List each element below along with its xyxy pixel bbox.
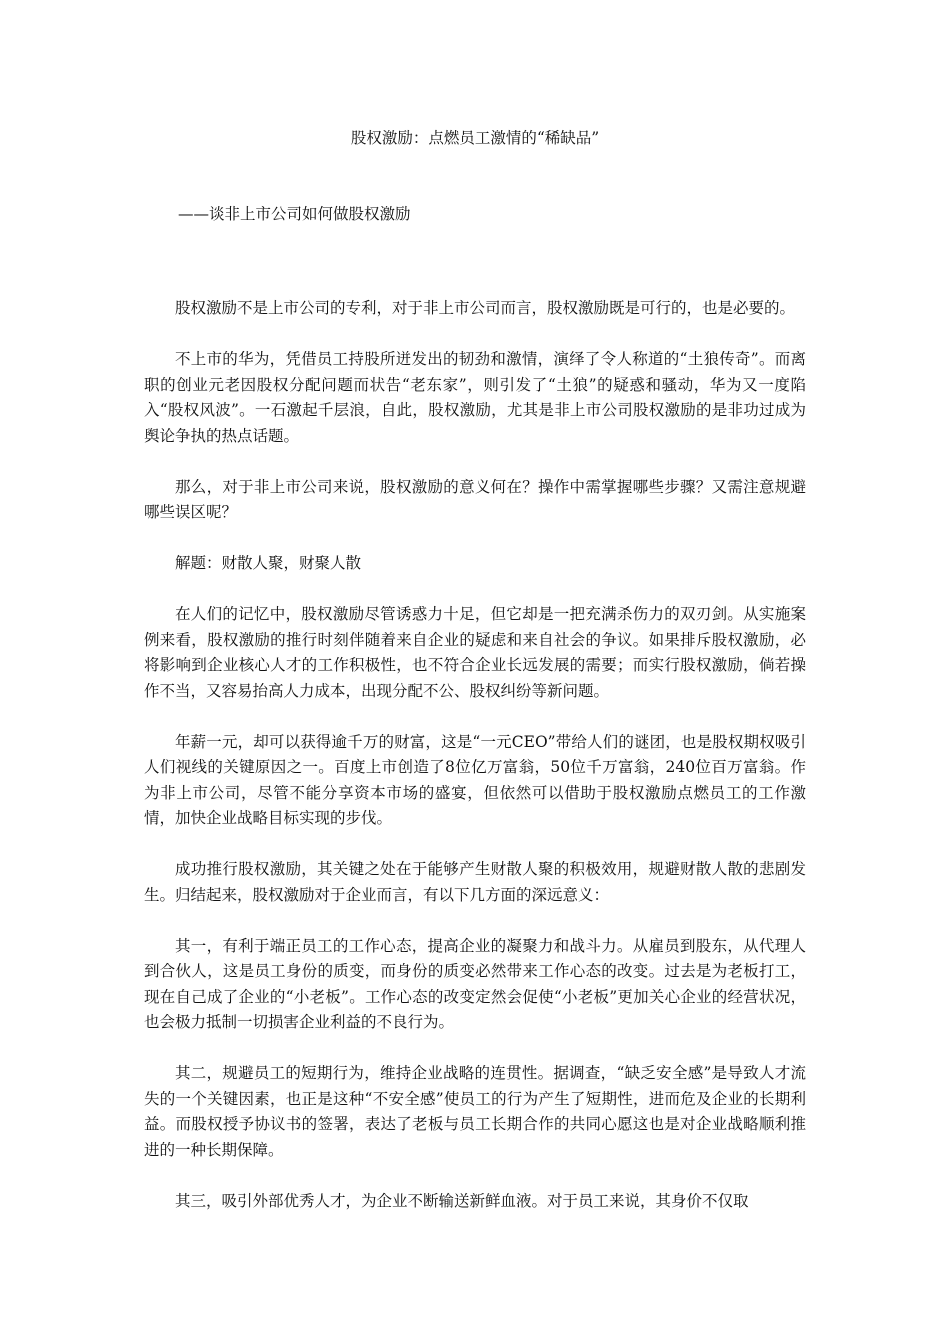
paragraph: 成功推行股权激励，其关键之处在于能够产生财散人聚的积极效用，规避财散人散的悲剧发生。归结起来，股权激励对于企业而言，有以下几方面的深远意义： [144, 860, 806, 904]
paragraph: 不上市的华为，凭借员工持股所迸发出的韧劲和激情，演绎了令人称道的“土狼传奇”。而离职的创业元老因股权分配问题而状告“老东家”，则引发了“土狼”的疑惑和骚动，华为又一度陷入“股权风波”。一石激起千层浪，自此，股权激励，尤其是非上市公司股权激励的是非功过成为舆论争执的热点话题。 [144, 350, 806, 445]
paragraph: 其二，规避员工的短期行为，维持企业战略的连贯性。据调查，“缺乏安全感”是导致人才流失的一个关键因素，也正是这种“不安全感”使员工的行为产生了短期性，进而危及企业的长期利益。而股权授予协议书的签署，表达了老板与员工长期合作的共同心愿这也是对企业战略顺利推进的一种长期保障。 [144, 1064, 806, 1159]
paragraph: 股权激励不是上市公司的专利，对于非上市公司而言，股权激励既是可行的，也是必要的。 [175, 299, 796, 317]
paragraph: 在人们的记忆中，股权激励尽管诱惑力十足，但它却是一把充满杀伤力的双刃剑。从实施案例来看，股权激励的推行时刻伴随着来自企业的疑虑和来自社会的争议。如果排斥股权激励，必将影响到企业核心人才的工作积极性，也不符合企业长远发展的需要；而实行股权激励，倘若操作不当，又容易抬高人力成本，出现分配不公、股权纠纷等新问题。 [144, 605, 806, 700]
paragraph: 其三，吸引外部优秀人才，为企业不断输送新鲜血液。对于员工来说，其身价不仅取 [175, 1191, 749, 1210]
document-subtitle: ——谈非上市公司如何做股权激励 [178, 205, 411, 223]
document-title: 股权激励：点燃员工激情的“稀缺品” [350, 129, 600, 147]
paragraph: 那么，对于非上市公司来说，股权激励的意义何在？操作中需掌握哪些步骤？又需注意规避哪些误区呢？ [144, 477, 806, 521]
paragraph: 年薪一元，却可以获得逾千万的财富，这是“一元CEO”带给人们的谜团，也是股权期权吸引人们视线的关键原因之一。百度上市创造了8位亿万富翁，50位千万富翁，240位百万富翁。作为非上市公司，尽管不能分享资本市场的盛宴，但依然可以借助于股权激励点燃员工的工作激情，加快企业战略目标实现的步伐。 [144, 732, 806, 827]
section-heading: 解题：财散人聚，财聚人散 [175, 554, 362, 572]
document-body [144, 296, 806, 1240]
paragraph: 其一，有利于端正员工的工作心态，提高企业的凝聚力和战斗力。从雇员到股东，从代理人到合伙人，这是员工身份的质变，而身份的质变必然带来工作心态的改变。过去是为老板打工，现在自己成了企业的“小老板”。工作心态的改变定然会促使“小老板”更加关心企业的经营状况，也会极力抵制一切损害企业利益的不良行为。 [144, 936, 806, 1031]
